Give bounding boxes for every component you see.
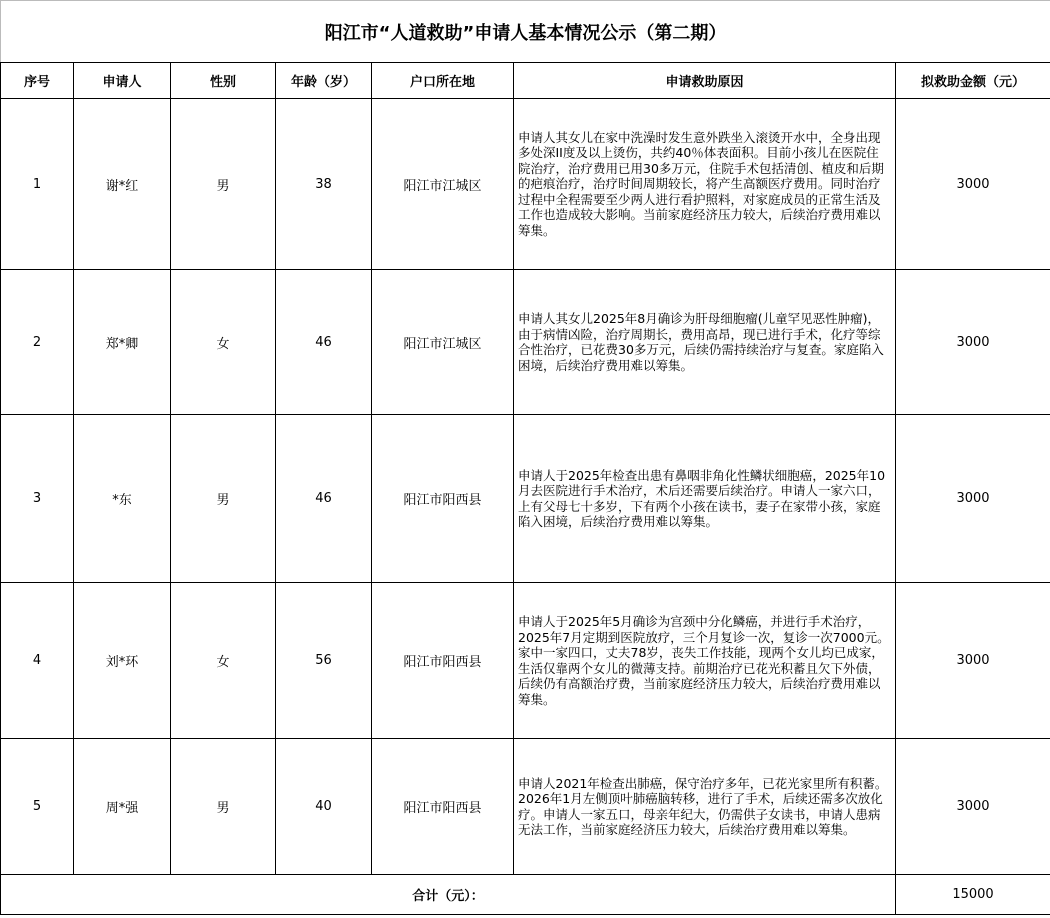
row-applicant: *东 xyxy=(74,415,171,583)
header-index: 序号 xyxy=(1,63,74,99)
row-age: 46 xyxy=(276,270,372,415)
row-residence: 阳江市阳西县 xyxy=(372,415,514,583)
row-reason: 申请人于2025年检查出患有鼻咽非角化性鳞状细胞癌，2025年10月去医院进行手术治疗，术后还需要后续治疗。申请人一家六口，上有父母七十多岁，下有两个小孩在读书，妻子在家带小孩，家庭陷入困境，后续治疗费用难以筹集。 xyxy=(514,415,896,583)
table-row xyxy=(1,739,1050,875)
row-reason: 申请人其女儿在家中洗澡时发生意外跌坐入滚烫开水中，全身出现多处深II度及以上烫伤，共约40％体表面积。目前小孩儿在医院住院治疗，治疗费用已用30多万元，住院手术包括清创、植皮和后期的疤痕治疗，治疗时间周期较长，将产生高额医疗费用。同时治疗过程中全程需要至少两人进行看护照料，对家庭成员的正常生活及工作也造成较大影响。当前家庭经济压力较大，后续治疗费用难以筹集。 xyxy=(514,99,896,270)
table-row xyxy=(1,583,1050,739)
total-label: 合计（元）： xyxy=(1,875,896,915)
row-applicant: 周*强 xyxy=(74,739,171,875)
row-reason: 申请人其女儿2025年8月确诊为肝母细胞瘤(儿童罕见恶性肿瘤)，由于病情凶险，治疗周期长，费用高昂，现已进行手术，化疗等综合性治疗，已花费30多万元，后续仍需持续治疗与复查。家庭陷入困境，后续治疗费用难以筹集。 xyxy=(514,270,896,415)
row-applicant: 谢*红 xyxy=(74,99,171,270)
total-value: 15000 xyxy=(896,875,1050,915)
row-index: 3 xyxy=(1,415,74,583)
header-reason: 申请救助原因 xyxy=(514,63,896,99)
table-row xyxy=(1,270,1050,415)
row-residence: 阳江市江城区 xyxy=(372,99,514,270)
row-age: 56 xyxy=(276,583,372,739)
row-amount: 3000 xyxy=(896,270,1050,415)
row-reason: 申请人2021年检查出肺癌，保守治疗多年，已花光家里所有积蓄。2026年1月左侧顶叶肺癌脑转移，进行了手术，后续还需多次放化疗。申请人一家五口，母亲年纪大，仍需供子女读书，申请人患病无法工作，当前家庭经济压力较大，后续治疗费用难以筹集。 xyxy=(514,739,896,875)
header-amount: 拟救助金额（元） xyxy=(896,63,1050,99)
row-residence: 阳江市阳西县 xyxy=(372,583,514,739)
row-age: 38 xyxy=(276,99,372,270)
row-applicant: 郑*卿 xyxy=(74,270,171,415)
row-age: 40 xyxy=(276,739,372,875)
table-row xyxy=(1,99,1050,270)
total-row xyxy=(1,875,1050,915)
row-amount: 3000 xyxy=(896,739,1050,875)
row-applicant: 刘*环 xyxy=(74,583,171,739)
header-gender: 性别 xyxy=(171,63,276,99)
header-row xyxy=(1,63,1050,99)
row-index: 1 xyxy=(1,99,74,270)
row-index: 4 xyxy=(1,583,74,739)
row-amount: 3000 xyxy=(896,99,1050,270)
row-reason: 申请人于2025年5月确诊为宫颈中分化鳞癌，并进行手术治疗，2025年7月定期到医院放疗，三个月复诊一次，复诊一次7000元。家中一家四口，丈夫78岁，丧失工作技能，现两个女儿均已成家，生活仅靠两个女儿的微薄支持。前期治疗已花光积蓄且欠下外债，后续仍有高额治疗费，当前家庭经济压力较大，后续治疗费用难以筹集。 xyxy=(514,583,896,739)
page-title: 阳江市“人道救助”申请人基本情况公示（第二期） xyxy=(1,1,1050,63)
row-amount: 3000 xyxy=(896,583,1050,739)
row-gender: 女 xyxy=(171,270,276,415)
row-index: 2 xyxy=(1,270,74,415)
row-residence: 阳江市江城区 xyxy=(372,270,514,415)
row-gender: 男 xyxy=(171,415,276,583)
header-applicant: 申请人 xyxy=(74,63,171,99)
row-gender: 男 xyxy=(171,99,276,270)
row-gender: 男 xyxy=(171,739,276,875)
row-gender: 女 xyxy=(171,583,276,739)
header-residence: 户口所在地 xyxy=(372,63,514,99)
table-row xyxy=(1,415,1050,583)
row-residence: 阳江市阳西县 xyxy=(372,739,514,875)
row-index: 5 xyxy=(1,739,74,875)
row-age: 46 xyxy=(276,415,372,583)
row-amount: 3000 xyxy=(896,415,1050,583)
header-age: 年龄（岁） xyxy=(276,63,372,99)
